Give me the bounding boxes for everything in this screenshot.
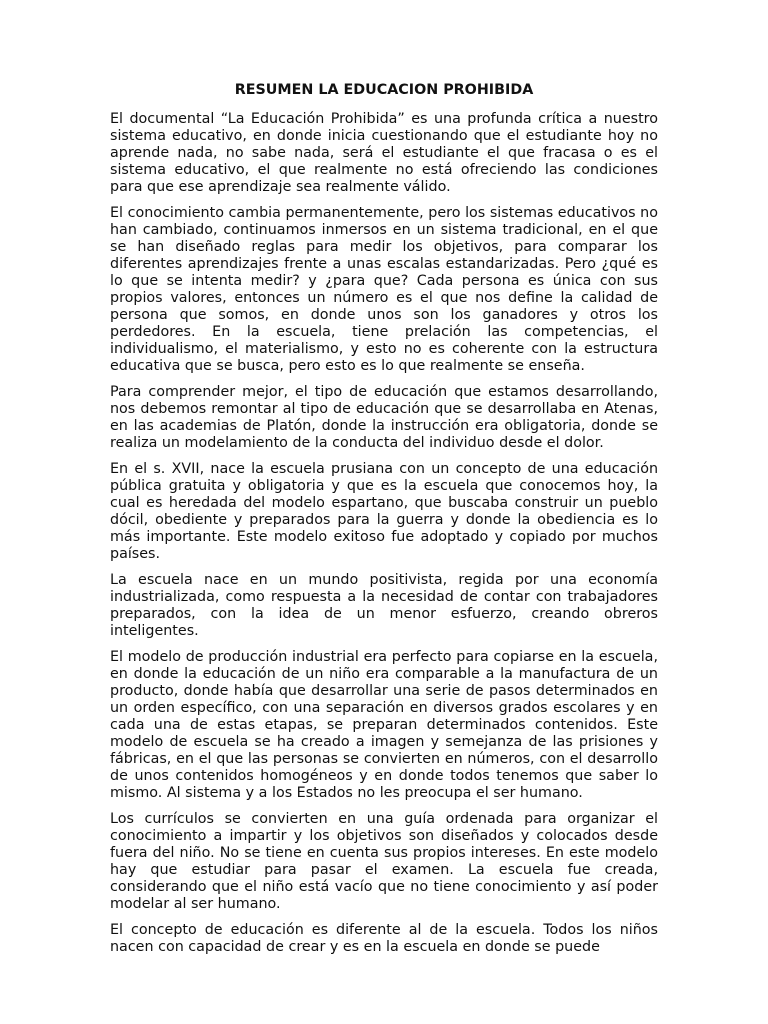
paragraph: Los currículos se convierten en una guía ordenada para organizar el conocimiento a impartir y los objetivos son diseñados y colocados desde fuera del niño. No se tiene en cuenta sus propios intereses. En este modelo hay que estudiar para pasar el examen. La escuela fue creada, considerando que el niño está vacío que no tiene conocimiento y así poder modelar al ser humano. <box>110 811 658 912</box>
paragraph: Para comprender mejor, el tipo de educación que estamos desarrollando, nos debemos remontar al tipo de educación que se desarrollaba en Atenas, en las academias de Platón, donde la instrucción era obligatoria, donde se realiza un modelamiento de la conducta del individuo desde el dolor. <box>110 384 658 451</box>
paragraph: La escuela nace en un mundo positivista, regida por una economía industrializada, como respuesta a la necesidad de contar con trabajadores preparados, con la idea de un menor esfuerzo, creando obreros inteligentes. <box>110 572 658 639</box>
document-title: RESUMEN LA EDUCACION PROHIBIDA <box>234 82 534 98</box>
paragraph: El concepto de educación es diferente al de la escuela. Todos los niños nacen con capacidad de crear y es en la escuela en donde se puede <box>110 922 658 955</box>
paragraph: El modelo de producción industrial era perfecto para copiarse en la escuela, en donde la educación de un niño era comparable a la manufactura de un producto, donde había que desarrollar una serie de pasos determinados en un orden específico, con una separación en diversos grados escolares y en cada una de estas etapas, se preparan determinados contenidos. Este modelo de escuela se ha creado a imagen y semejanza de las prisiones y fábricas, en el que las personas se convierten en números, con el desarrollo de unos contenidos homogéneos y en donde todos tenemos que saber lo mismo. Al sistema y a los Estados no les preocupa el ser humano. <box>110 649 658 801</box>
paragraph: En el s. XVII, nace la escuela prusiana con un concepto de una educación pública gratuita y obligatoria y que es la escuela que conocemos hoy, la cual es heredada del modelo espartano, que buscaba construir un pueblo dócil, obediente y preparados para la guerra y donde la obediencia es lo más importante. Este modelo exitoso fue adoptado y copiado por muchos países. <box>110 461 658 562</box>
document-body <box>110 82 658 965</box>
paragraph: El conocimiento cambia permanentemente, pero los sistemas educativos no han cambiado, continuamos inmersos en un sistema tradicional, en el que se han diseñado reglas para medir los objetivos, para comparar los diferentes aprendizajes frente a unas escalas estandarizadas. Pero ¿qué es lo que se intenta medir? y ¿para que? Cada persona es única con sus propios valores, entonces un número es el que nos define la calidad de persona que somos, en donde unos son los ganadores y otros los perdedores. En la escuela, tiene prelación las competencias, el individualismo, el materialismo, y esto no es coherente con la estructura educativa que se busca, pero esto es lo que realmente se enseña. <box>110 205 658 374</box>
paragraph: El documental “La Educación Prohibida” es una profunda crítica a nuestro sistema educativo, en donde inicia cuestionando que el estudiante hoy no aprende nada, no sabe nada, será el estudiante el que fracasa o es el sistema educativo, el que realmente no está ofreciendo las condiciones para que ese aprendizaje sea realmente válido. <box>110 111 658 195</box>
